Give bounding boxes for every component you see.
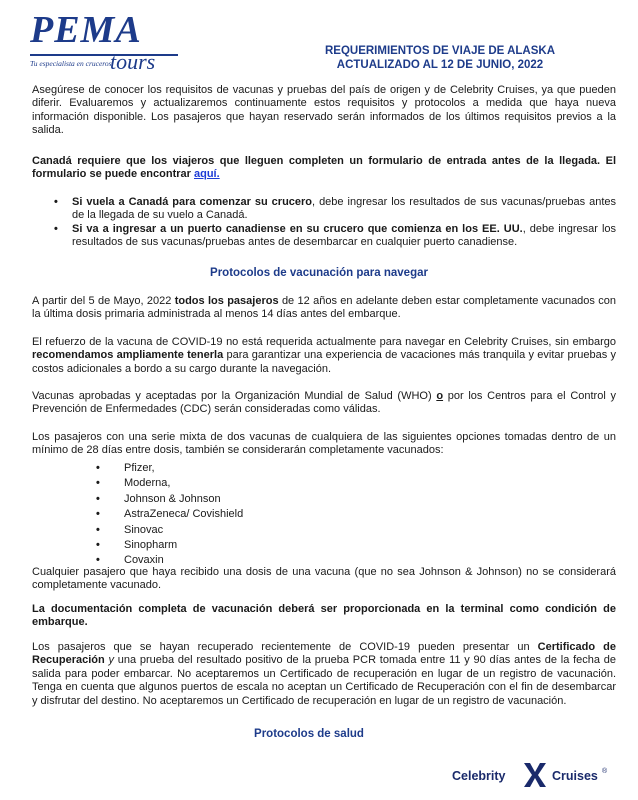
heading-health-protocols: Protocolos de salud: [254, 728, 364, 740]
para-documentation: La documentación completa de vacunación deberá ser proporcionada en la terminal como condición de embarque.: [32, 603, 616, 629]
celebrity-cruises-logo: [452, 762, 622, 790]
document-title: [300, 44, 580, 72]
title-line-1: REQUERIMIENTOS DE VIAJE DE ALASKA: [324, 45, 556, 57]
heading-vaccination-protocols: Protocolos de vacunación para navegar: [210, 267, 428, 279]
para-recovered: Los pasajeros que se hayan recuperado recientemente de COVID-19 pueden presentar un Certificado de Recuperación y una prueba del resultado positivo de la prueba PCR tomada entre 11 y 90 días antes de la fecha de salida para poder embarcar. No aceptaremos un Certificado de recuperación en lugar de un registro de vacunación. Tenga en cuenta que algunos puertos de escala no aceptan un Certificado de Recuperación con el fin de desembarcar y disfrutar del destino. No aceptaremos un Certificado de recuperación en lugar de un registro de vacunación.: [32, 641, 616, 707]
para-single-dose: Cualquier pasajero que haya recibido una dosis de una vacuna (que no sea Johnson & Johnson) no se considerará completamente vacunado.: [32, 566, 616, 592]
para-may-requirement: A partir del 5 de Mayo, 2022 todos los pasajeros de 12 años en adelante deben estar completamente vacunados con la última dosis primaria administrada al menos 14 días antes del embarque.: [32, 295, 617, 321]
para-mixed-series: Los pasajeros con una serie mixta de dos vacunas de cualquiera de las siguientes opciones tomadas dentro de un mínimo de 28 días entre dosis, también se considerarán completamente vacunados:: [32, 431, 616, 457]
logo-divider: [30, 54, 178, 56]
list-item: • Sinopharm: [96, 538, 243, 553]
canada-notice-text: Canadá requiere que los viajeros que lleguen completen un formulario de entrada antes de la llegada. El formulario se puede encontrar: [32, 155, 616, 181]
registered-mark: ®: [602, 768, 608, 775]
canada-form-link[interactable]: aquí.: [194, 168, 220, 181]
logo-sub: tours: [110, 49, 156, 74]
celebrity-x-icon: [522, 762, 548, 788]
canada-bullets: [52, 196, 616, 250]
logo-brand: PEMA: [30, 9, 142, 51]
logo-tagline: Tu especialista en cruceros: [30, 59, 112, 68]
list-item: • Moderna,: [96, 476, 243, 491]
celebrity-wordmark-right: Cruises: [552, 769, 598, 783]
list-item: • AstraZeneca/ Covishield: [96, 507, 243, 522]
para-booster: El refuerzo de la vacuna de COVID-19 no está requerida actualmente para navegar en Celebrity Cruises, sin embargo recomendamos ampliamente tenerla para garantizar una experiencia de vacaciones más tranquila y evitar pruebas y costos adicionales a bordo a su cargo durante la navegación.: [32, 336, 616, 375]
title-line-2: ACTUALIZADO AL 12 DE JUNIO, 2022: [336, 59, 544, 71]
bullet-fly-to-canada: • Si vuela a Canadá para comenzar su crucero, debe ingresar los resultados de sus vacunas/pruebas antes de la llegada de su vuelo a Canadá.: [52, 196, 616, 223]
bullet-canadian-port: • Si va a ingresar a un puerto canadiense en su crucero que comienza en los EE. UU., debe ingresar los resultados de sus vacunas/pruebas antes de desembarcar en cualquier puerto canadiense.: [52, 223, 616, 250]
list-item: • Pfizer,: [96, 461, 243, 476]
canada-notice: [32, 155, 616, 182]
intro-paragraph: Asegúrese de conocer los requisitos de vacunas y pruebas del país de origen y de Celebrity Cruises, ya que pueden diferir. Evaluaremos y actualizaremos continuamente estos requisitos y protocolos a medida que haya nueva información disponible. Los pasajeros que hayan reservado serán informados de los últimos requisitos previos a la salida.: [32, 84, 616, 137]
celebrity-wordmark-left: Celebrity: [452, 769, 506, 783]
list-item: • Covaxin: [96, 553, 243, 568]
list-item: • Sinovac: [96, 523, 243, 538]
list-item: • Johnson & Johnson: [96, 492, 243, 507]
pema-tours-logo: [26, 10, 196, 78]
para-approved-vaccines: Vacunas aprobadas y aceptadas por la Organización Mundial de Salud (WHO) o por los Centros para el Control y Prevención de Enfermedades (CDC) serán consideradas como válidas.: [32, 390, 616, 416]
vaccine-list: [96, 461, 243, 569]
